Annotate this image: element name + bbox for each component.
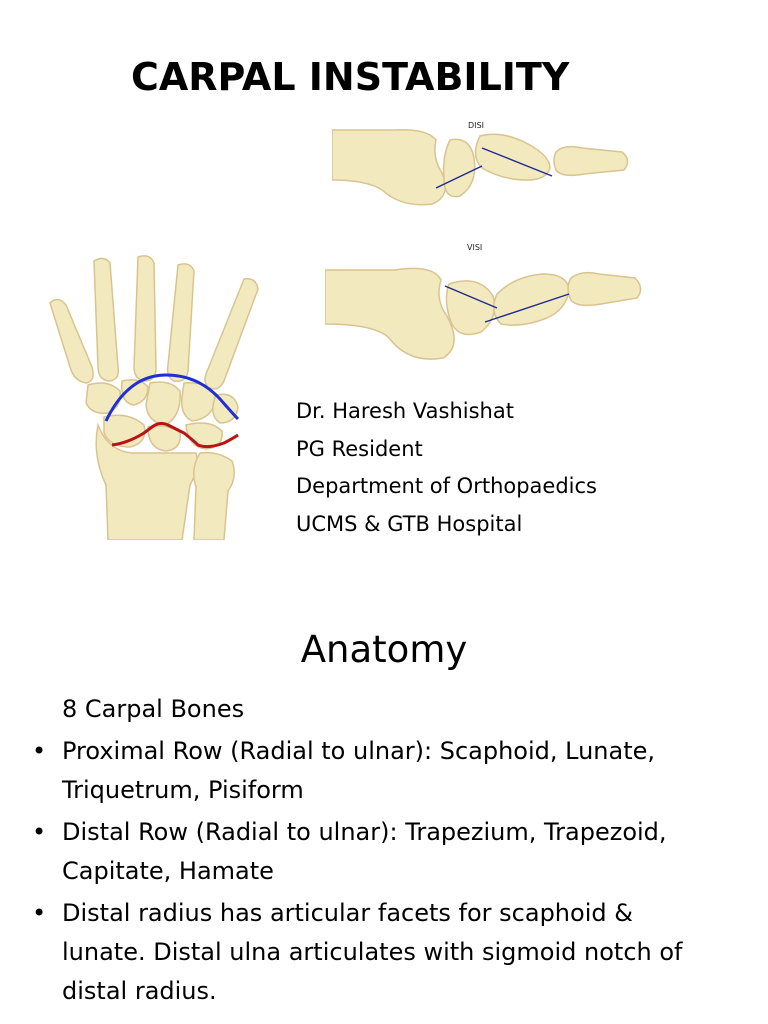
visi-label: VISI [467,243,483,252]
bullet-dot: • [32,737,47,765]
metacarpal-3 [134,256,156,381]
bullet-dot: • [32,899,47,927]
disi-capitate-bone [475,134,550,180]
disi-lunate-bone [444,139,475,196]
disi-metacarpal-bone [554,147,628,176]
bullet-text: Proximal Row (Radial to ulnar): Scaphoid, Lunate, Triquetrum, Pisiform [62,737,656,804]
bullet-item [32,732,722,810]
visi-radius-bone [325,268,454,359]
visi-metacarpal-bone [568,273,641,306]
carpal-pisiform [213,394,238,423]
slide-title: CARPAL INSTABILITY [131,55,570,99]
bullet-text: Distal Row (Radial to ulnar): Trapezium, Trapezoid, Capitate, Hamate [62,818,667,885]
metacarpal-4 [168,264,194,381]
section-heading: Anatomy [300,628,468,671]
wrist-illustration [48,255,274,540]
disi-radius-bone [332,130,445,205]
metacarpal-5 [205,279,258,389]
disi-illustration [332,118,632,208]
bullet-item [32,813,722,891]
bullet-item [32,894,722,1011]
intro-line: 8 Carpal Bones [62,695,245,723]
author-name: Dr. Haresh Vashishat [296,399,514,423]
author-role: PG Resident [296,436,423,461]
bullet-dot: • [32,818,47,846]
section-content [32,690,722,1011]
carpal-trapezium [86,383,120,413]
author-block [296,393,597,543]
author-institution: UCMS & GTB Hospital [296,511,523,536]
metacarpal-2 [94,258,118,381]
ulna-bone [194,453,235,540]
author-department: Department of Orthopaedics [296,474,597,498]
visi-illustration [325,238,645,364]
metacarpal-1 [50,299,93,383]
visi-capitate-bone [494,274,569,325]
disi-label: DISI [468,121,484,130]
carpal-capitate [146,382,180,425]
bullet-text: Distal radius has articular facets for scaphoid & lunate. Distal ulna articulates with sigmoid notch of distal radius. [62,899,683,1005]
